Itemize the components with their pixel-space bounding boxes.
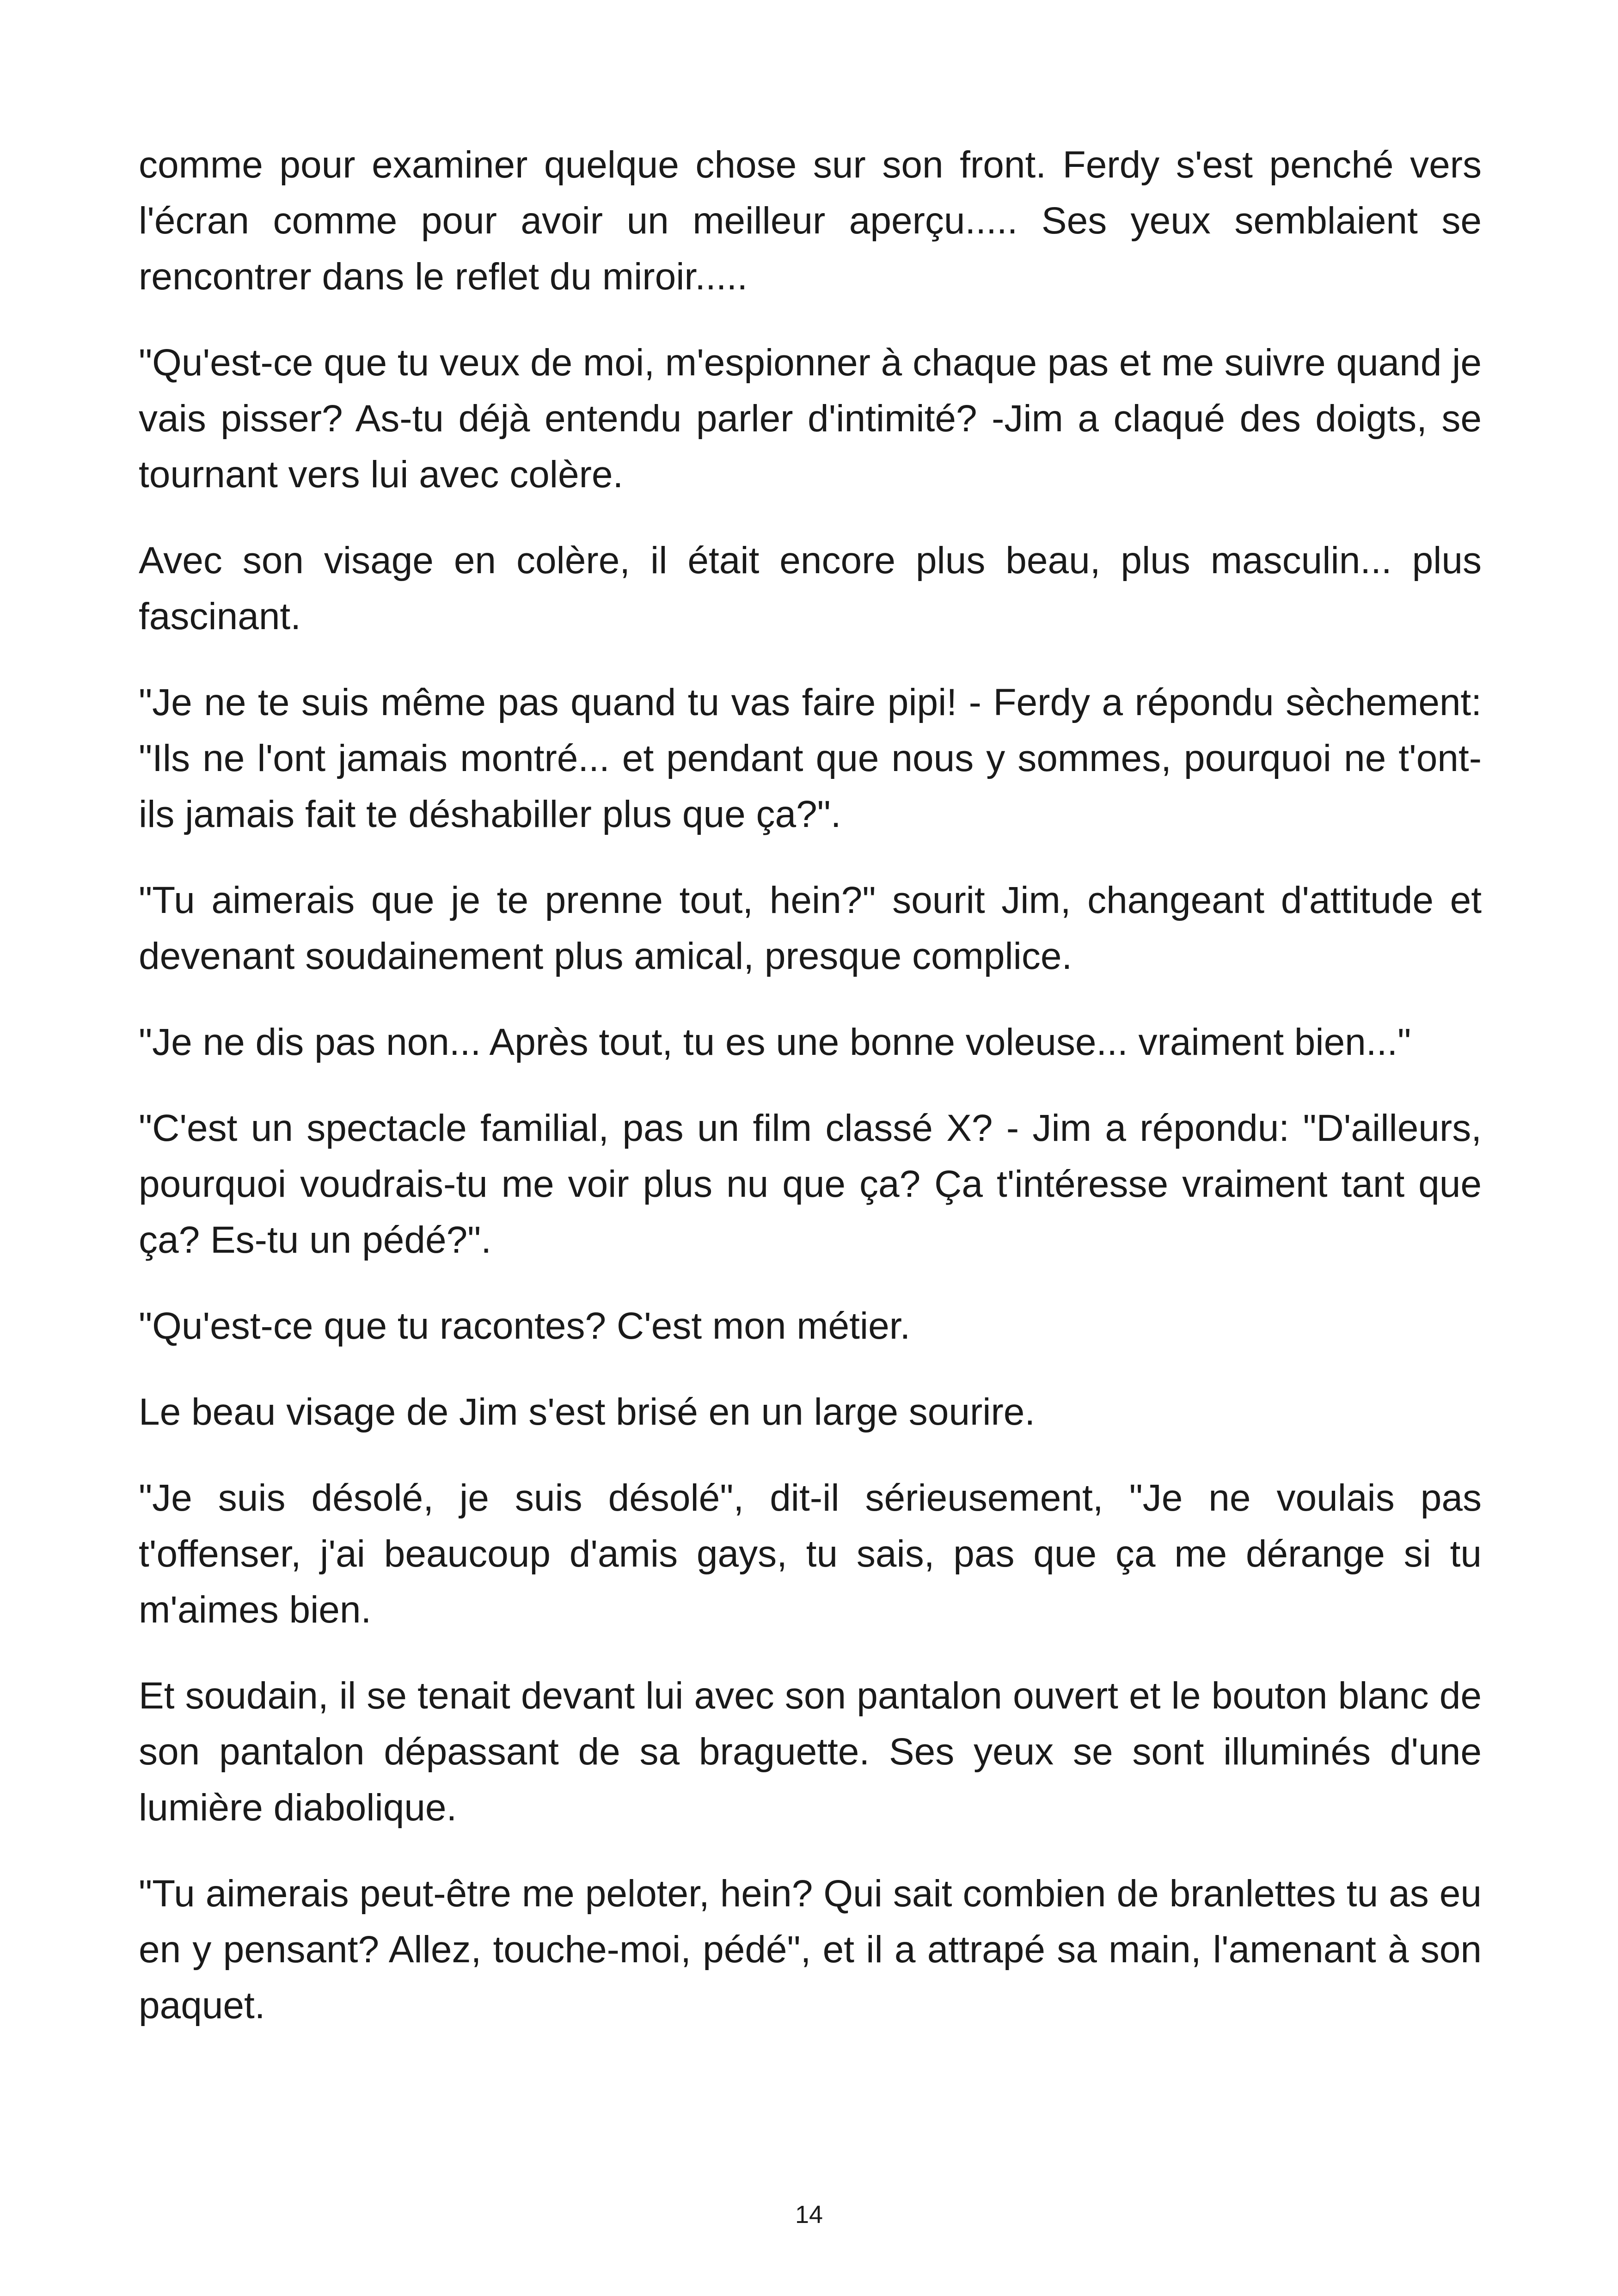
paragraph-6: "Je ne dis pas non... Après tout, tu es une bonne voleuse... vraiment bien..."	[139, 1021, 1411, 1063]
paragraph-11: Et soudain, il se tenait devant lui avec son pantalon ouvert et le bouton blanc de son pantalon dépassant de sa braguette. Ses yeux se sont illuminés d'une lumière diabolique.	[139, 1675, 1482, 1829]
paragraph-4: "Je ne te suis même pas quand tu vas faire pipi! - Ferdy a répondu sèchement: "Ils ne l'ont jamais montré... et pendant que nous y sommes, pourquoi ne t'ont-ils jamais fait te déshabiller plus que ça?".	[139, 681, 1482, 835]
paragraph-10: "Je suis désolé, je suis désolé", dit-il sérieusement, "Je ne voulais pas t'offenser, j'ai beaucoup d'amis gays, tu sais, pas que ça me dérange si tu m'aimes bien.	[139, 1477, 1482, 1631]
paragraph-1: comme pour examiner quelque chose sur son front. Ferdy s'est penché vers l'écran comme pour avoir un meilleur aperçu..... Ses yeux semblaient se rencontrer dans le reflet du miroir.....	[139, 144, 1482, 298]
page-text-body	[139, 137, 1482, 2063]
paragraph-8: "Qu'est-ce que tu racontes? C'est mon métier.	[139, 1305, 911, 1347]
paragraph-9: Le beau visage de Jim s'est brisé en un large sourire.	[139, 1391, 1036, 1433]
paragraph-5: "Tu aimerais que je te prenne tout, hein?" sourit Jim, changeant d'attitude et devenant soudainement plus amical, presque complice.	[139, 879, 1482, 977]
paragraph-3: Avec son visage en colère, il était encore plus beau, plus masculin... plus fascinant.	[139, 539, 1482, 637]
page-number: 14	[795, 2201, 823, 2229]
paragraph-7: "C'est un spectacle familial, pas un film classé X? - Jim a répondu: "D'ailleurs, pourquoi voudrais-tu me voir plus nu que ça? Ça t'intéresse vraiment tant que ça? Es-tu un pédé?".	[139, 1107, 1482, 1261]
paragraph-12: "Tu aimerais peut-être me peloter, hein? Qui sait combien de branlettes tu as eu en y pensant? Allez, touche-moi, pédé", et il a attrapé sa main, l'amenant à son paquet.	[139, 1873, 1482, 2027]
paragraph-2: "Qu'est-ce que tu veux de moi, m'espionner à chaque pas et me suivre quand je vais pisser? As-tu déjà entendu parler d'intimité? -Jim a claqué des doigts, se tournant vers lui avec colère.	[139, 342, 1482, 496]
